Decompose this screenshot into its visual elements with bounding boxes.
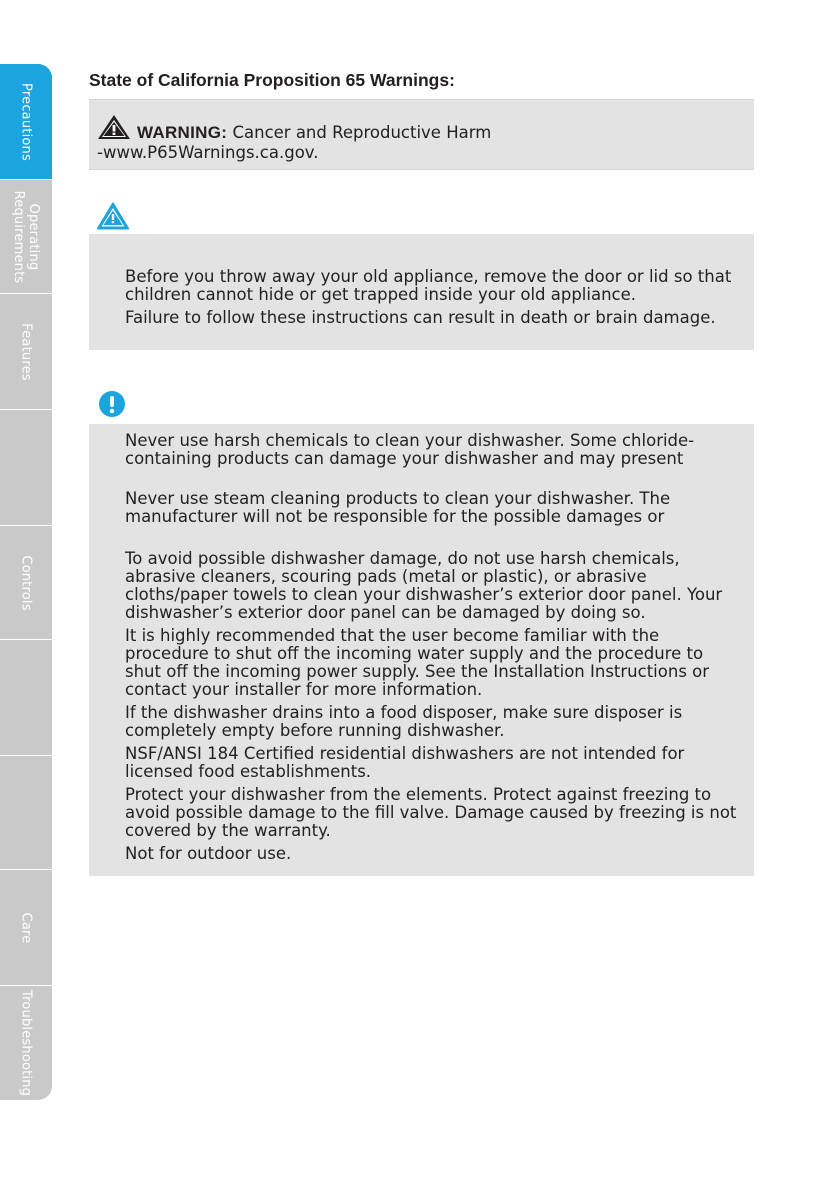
warning-label: WARNING: [137, 123, 228, 142]
tab-label: Care [18, 912, 34, 943]
notice-paragraph: Not for outdoor use. [125, 844, 292, 863]
tab-label: Operating Requirements [11, 190, 41, 283]
warning-triangle-icon [97, 202, 129, 230]
notice-paragraph: If the dishwasher drains into a food disposer, make sure disposer is completely empty before running dishwasher. [125, 703, 683, 740]
warning-paragraph: Failure to follow these instructions can result in death or brain damage. [125, 308, 716, 327]
tab-precautions[interactable] [0, 64, 52, 180]
tab-blank-2[interactable] [0, 640, 52, 756]
prop65-warning-box [89, 99, 754, 170]
tab-label: Troubleshooting [18, 989, 34, 1097]
tab-blank-1[interactable] [0, 410, 52, 526]
notice-paragraph: NSF/ANSI 184 Certified residential dishwashers are not intended for licensed food establishments. [125, 744, 685, 781]
tab-controls[interactable] [0, 526, 52, 640]
tab-features[interactable] [0, 294, 52, 410]
tab-operating-requirements[interactable] [0, 180, 52, 294]
notice-paragraph: Never use harsh chemicals to clean your dishwasher. Some chloride-containing products can damage your dishwasher and may present [125, 431, 695, 468]
tab-blank-3[interactable] [0, 756, 52, 870]
page-heading: State of California Proposition 65 Warnings: [89, 70, 455, 90]
warning-text: Cancer and Reproductive Harm [232, 123, 492, 142]
notice-paragraph: Protect your dishwasher from the elements. Protect against freezing to avoid possible damage to the fill valve. Damage caused by freezing is not covered by the warranty. [125, 785, 737, 840]
p65-website: -www.P65Warnings.ca.gov. [97, 143, 319, 162]
exclamation-circle-icon [98, 390, 126, 418]
notice-paragraph: Never use steam cleaning products to clean your dishwasher. The manufacturer will not be responsible for the possible damages or [125, 489, 671, 526]
tab-care[interactable] [0, 870, 52, 986]
warning-paragraph: Before you throw away your old appliance, remove the door or lid so that children cannot hide or get trapped inside your old appliance. [125, 267, 732, 304]
notice-paragraph: To avoid possible dishwasher damage, do not use harsh chemicals, abrasive cleaners, scouring pads (metal or plastic), or abrasive cloths/paper towels to clean your dishwasher’s exterior door panel. Your dishwasher’s exterior door panel can be damaged by doing so. [125, 549, 723, 622]
tab-label: Precautions [18, 82, 34, 161]
warning-triangle-icon [97, 114, 131, 140]
tab-label: Controls [18, 554, 34, 611]
prop65-warning-line [97, 114, 746, 143]
notice-box [89, 424, 754, 876]
side-tabs [0, 64, 52, 1100]
notice-paragraph: It is highly recommended that the user become familiar with the procedure to shut off the incoming water supply and the procedure to shut off the incoming power supply. See the Installation Instructions or contact your installer for more information. [125, 626, 710, 699]
tab-label: Features [18, 322, 34, 381]
tab-troubleshooting[interactable] [0, 986, 52, 1100]
warning-box [89, 234, 754, 350]
